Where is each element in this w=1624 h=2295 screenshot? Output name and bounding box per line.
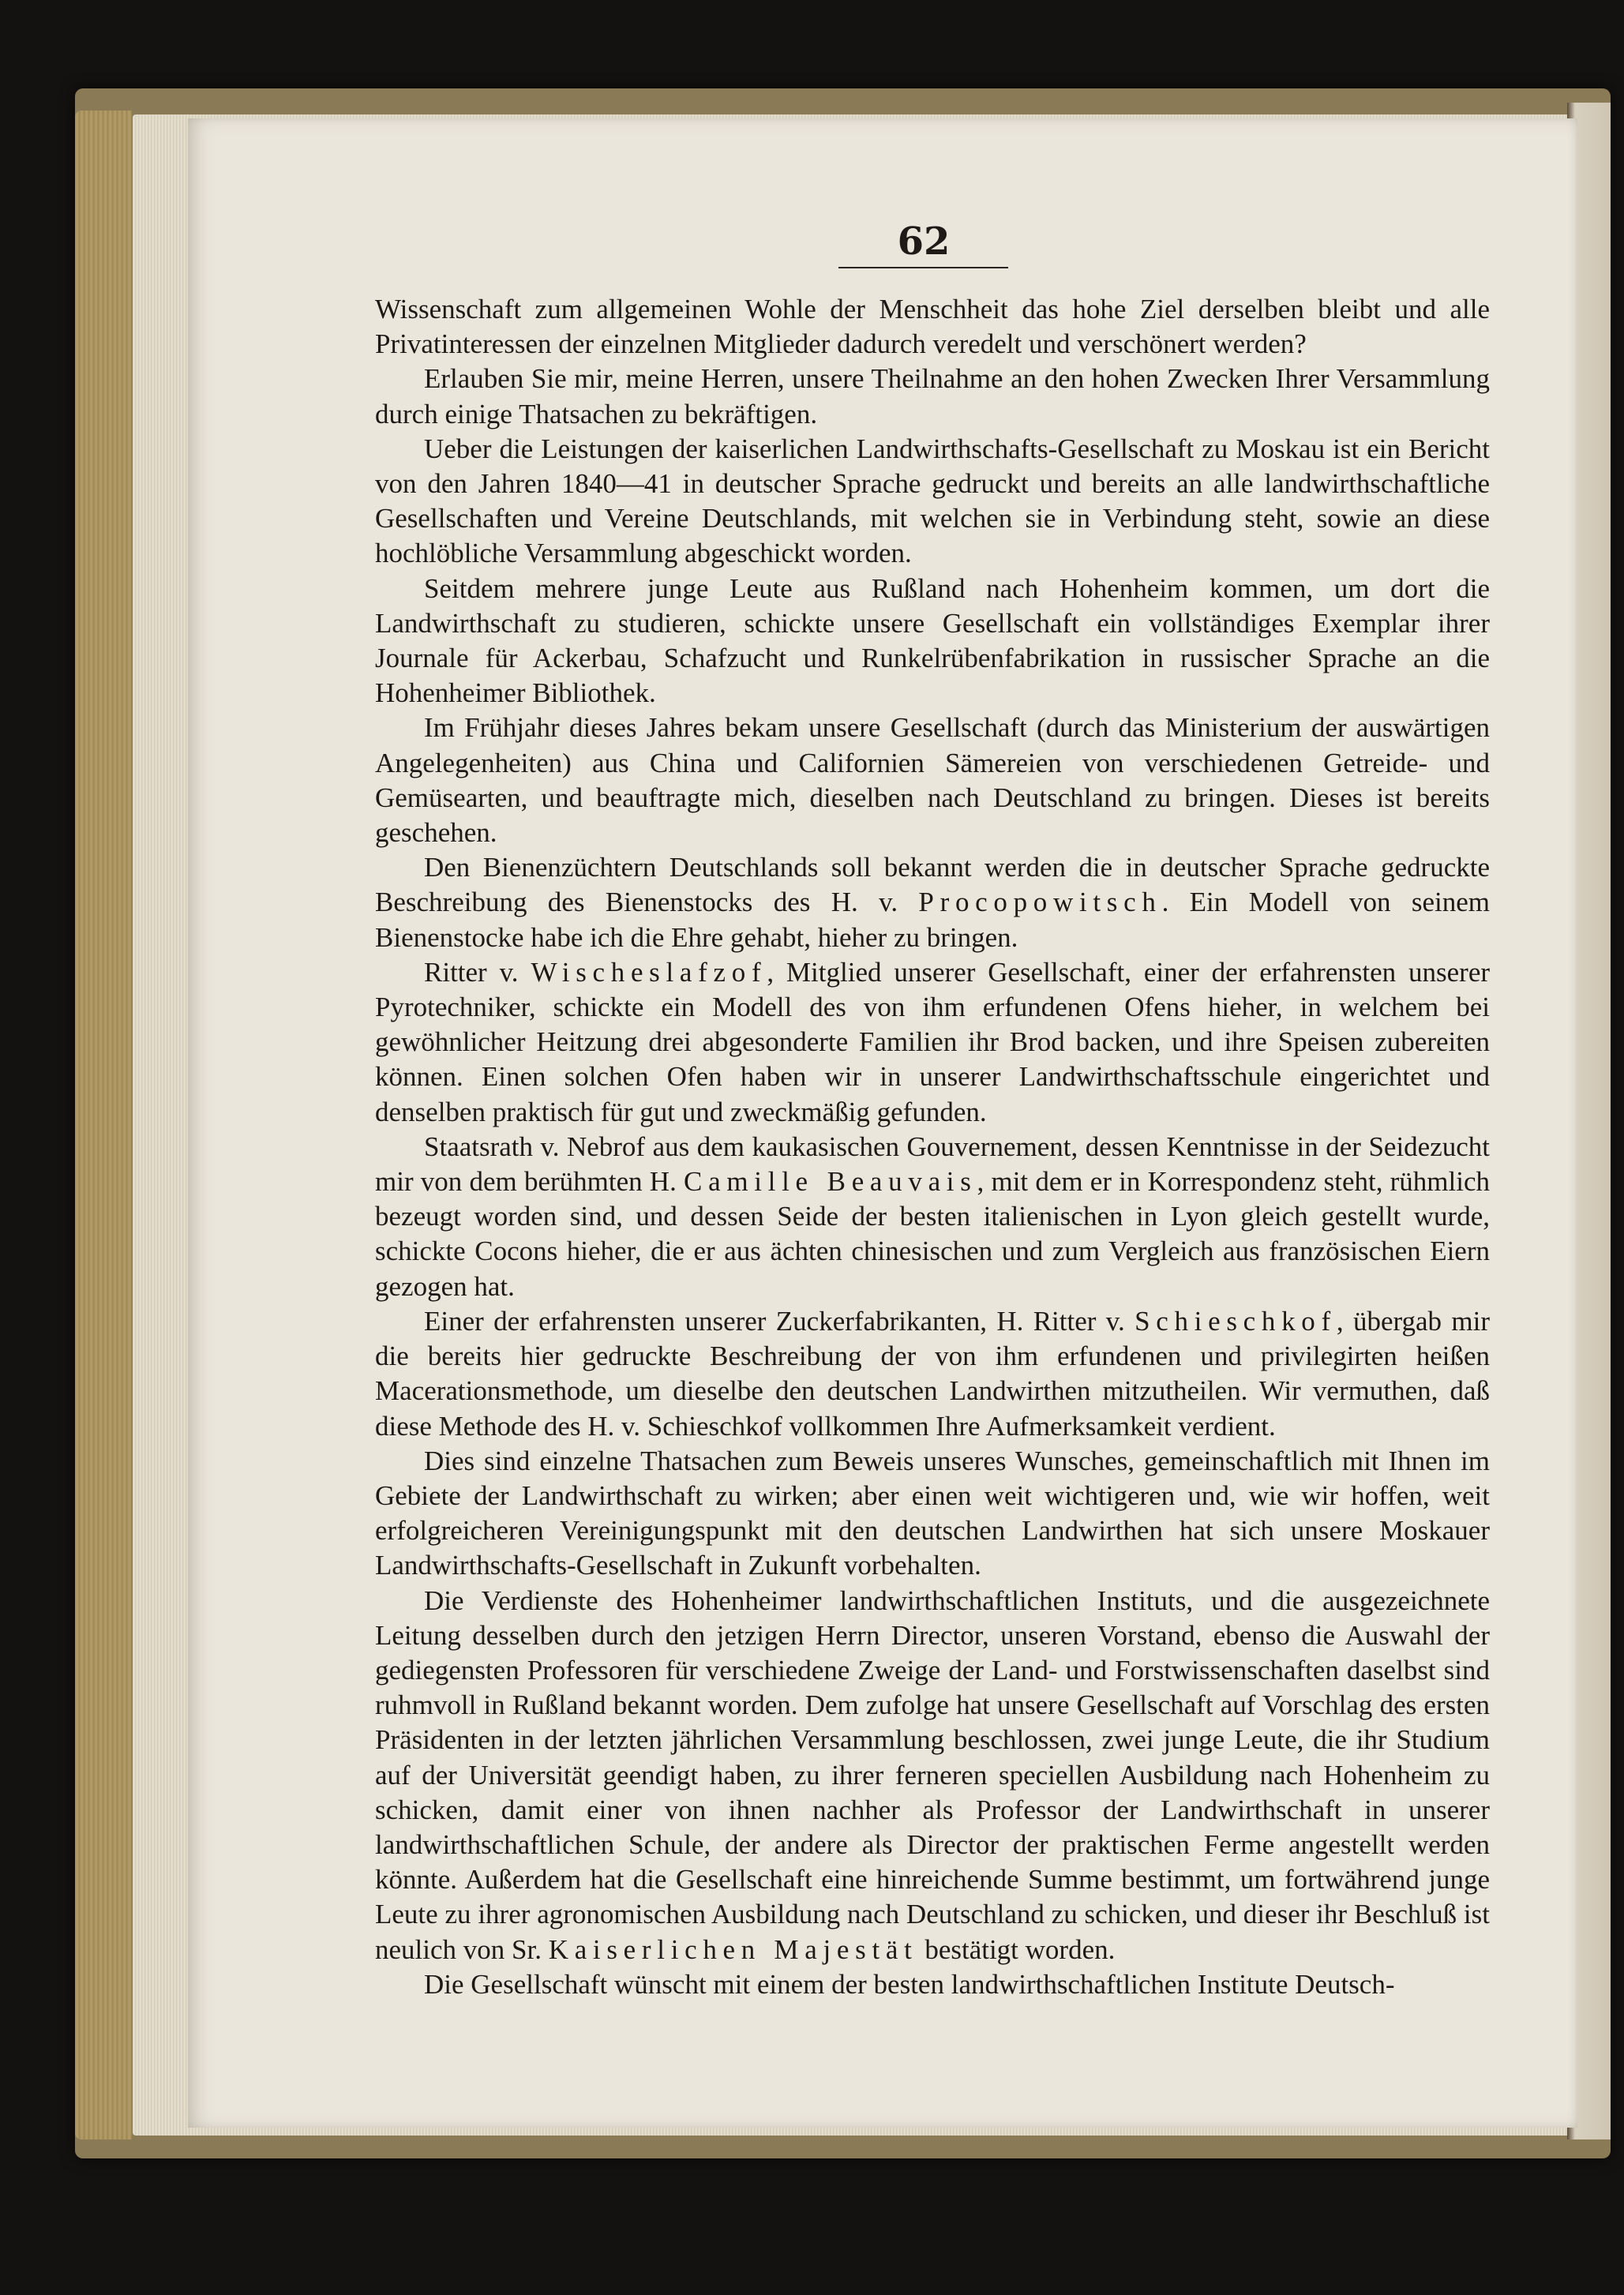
paragraph-text: bestätigt worden. <box>925 1933 1116 1965</box>
paragraph-text: , mit dem er in Korrespondenz steht, rühmlich bezeugt worden sind, und dessen Seide der besten italienischen in Lyon gleich gestellt wurde, schickte Cocons hieher, die er aus ächten chinesischen und zum Vergleich aus französischen Eiern gezogen hat. <box>375 1166 1491 1302</box>
paragraph: Dies sind einzelne Thatsachen zum Beweis unseres Wunsches, gemeinschaftlich mit Ihnen im Gebiete der Landwirthschaft zu wirken; aber einen weit wichtigeren und, wie wir hoffen, weit erfolgreicheren Vereinigungspunkt mit den deutschen Landwirthen hat sich unsere Moskauer Landwirthschafts-Gesellschaft in Zukunft vorbehalten. <box>375 1445 1490 1581</box>
paragraph-text: Die Verdienste des Hohenheimer landwirthschaftlichen Instituts, und die ausgezeichnete Leitung desselben durch den jetzigen Herrn Director, unseren Vorstand, ebenso die Auswahl der gediegensten Professoren für verschiedene Zweige der Land- und Forstwissenschaften daselbst sind ruhmvoll in Rußland bekannt worden. Dem zufolge hat unsere Gesellschaft auf Vorschlag des ersten Präsidenten in der letzten jährlichen Versammlung beschlossen, zwei junge Leute, die ihr Studium auf der Universität geendigt haben, zu ihrer ferneren speciellen Ausbildung nach Hohenheim zu schicken, damit einer von ihnen nachher als Professor der Landwirthschaft in unserer landwirthschaftlichen Schule, der andere als Director der praktischen Ferme angestellt werden könnte. Außerdem hat die Gesellschaft eine hinreichende Summe bestimmt, um fortwährend junge Leute zu ihrer agronomischen Ausbildung nach Deutschland zu schicken, und dieser ihr Beschluß ist neulich von Sr. <box>375 1584 1490 1965</box>
paragraph: Im Frühjahr dieses Jahres bekam unsere Gesellschaft (durch das Ministerium der auswärtigen Angelegenheiten) aus China und Californien Sämereien von verschiedenen Getreide- und Gemüsearten, und beauftragte mich, dieselben nach Deutschland zu bringen. Dieses ist bereits geschehen. <box>375 712 1490 849</box>
paragraph-text: Staatsrath v. Nebrof aus dem kaukasischen Gouvernement, dessen Kenntnisse in der Seidezucht mir von dem berühmten H. <box>375 1131 1490 1198</box>
paragraph <box>375 955 1490 1130</box>
paragraph-text: , übergab mir die bereits hier gedruckte Beschreibung der von ihm erfundenen und privilegirten heißen Macerationsmethode, um dieselbe den deutschen Landwirthen mitzutheilen. Wir vermuthen, daß diese Methode des H. v. Schieschkof vollkommen Ihre Aufmerksamkeit verdient. <box>375 1305 1490 1442</box>
paragraph <box>375 1130 1490 1304</box>
paragraph-continued: Wissenschaft zum allgemeinen Wohle der Menschheit das hohe Ziel derselben bleibt und alle Privatinteressen der einzelnen Mitglieder dadurch veredelt und verschönert werden? <box>375 294 1490 360</box>
paragraph-text: Den Bienenzüchtern Deutschlands soll bekannt werden die in deutscher Sprache gedruckte Beschreibung des Bienenstocks des H. v. <box>375 852 1490 918</box>
paragraph-text: Ritter v. <box>424 956 519 988</box>
spaced-name: Kaiserlichen Majestät <box>548 1933 918 1965</box>
spaced-name: Wischeslafzof <box>531 956 767 988</box>
paragraph <box>375 1304 1490 1444</box>
paragraph <box>375 1584 1490 1967</box>
paragraph: Seitdem mehrere junge Leute aus Rußland nach Hohenheim kommen, um dort die Landwirthschaft zu studieren, schickte unsere Gesellschaft ein vollständiges Exemplar ihrer Journale für Ackerbau, Schafzucht und Runkelrübenfabrikation in russischer Sprache an die Hohenheimer Bibliothek. <box>375 572 1490 709</box>
paragraph: Die Gesellschaft wünscht mit einem der besten landwirthschaftlichen Institute Deutsch- <box>424 1968 1395 2000</box>
paragraph <box>375 850 1490 955</box>
page-body-text <box>375 292 1490 2002</box>
spaced-name: Procopowitsch <box>918 887 1162 918</box>
spaced-name: Schieschkof <box>1135 1305 1337 1337</box>
paragraph: Erlauben Sie mir, meine Herren, unsere Theilnahme an den hohen Zwecken Ihrer Versammlung durch einige Thatsachen zu bekräftigen. <box>375 363 1490 429</box>
spaced-name: Camille Beauvais <box>684 1166 977 1198</box>
paragraph-text: . Ein Modell von seinem Bienenstocke habe ich die Ehre gehabt, hieher zu bringen. <box>375 887 1490 953</box>
header-rule <box>838 267 1008 268</box>
paragraph: Ueber die Leistungen der kaiserlichen Landwirthschafts-Gesellschaft zu Moskau ist ein Bericht von den Jahren 1840—41 in deutscher Sprache gedruckt und bereits an alle landwirthschaftliche Gesellschaften und Vereine Deutschlands, mit welchen sie in Verbindung steht, sowie an diese hochlöbliche Versammlung abgeschickt worden. <box>375 433 1490 569</box>
paragraph-text: Einer der erfahrensten unserer Zuckerfabrikanten, H. Ritter v. <box>424 1305 1125 1337</box>
paragraph-text: , Mitglied unserer Gesellschaft, einer der erfahrensten unserer Pyrotechniker, schickte ein Modell des von ihm erfundenen Ofens hieher, in welchem bei gewöhnlicher Heitzung drei abgesonderte Familien ihr Brod backen, und ihre Speisen zubereiten können. Einen solchen Ofen haben wir in unserer Landwirthschaftsschule eingerichtet und denselben praktisch für gut und zweckmäßig gefunden. <box>375 956 1491 1127</box>
book-spine <box>75 111 132 2139</box>
page-number: 62 <box>897 219 951 264</box>
